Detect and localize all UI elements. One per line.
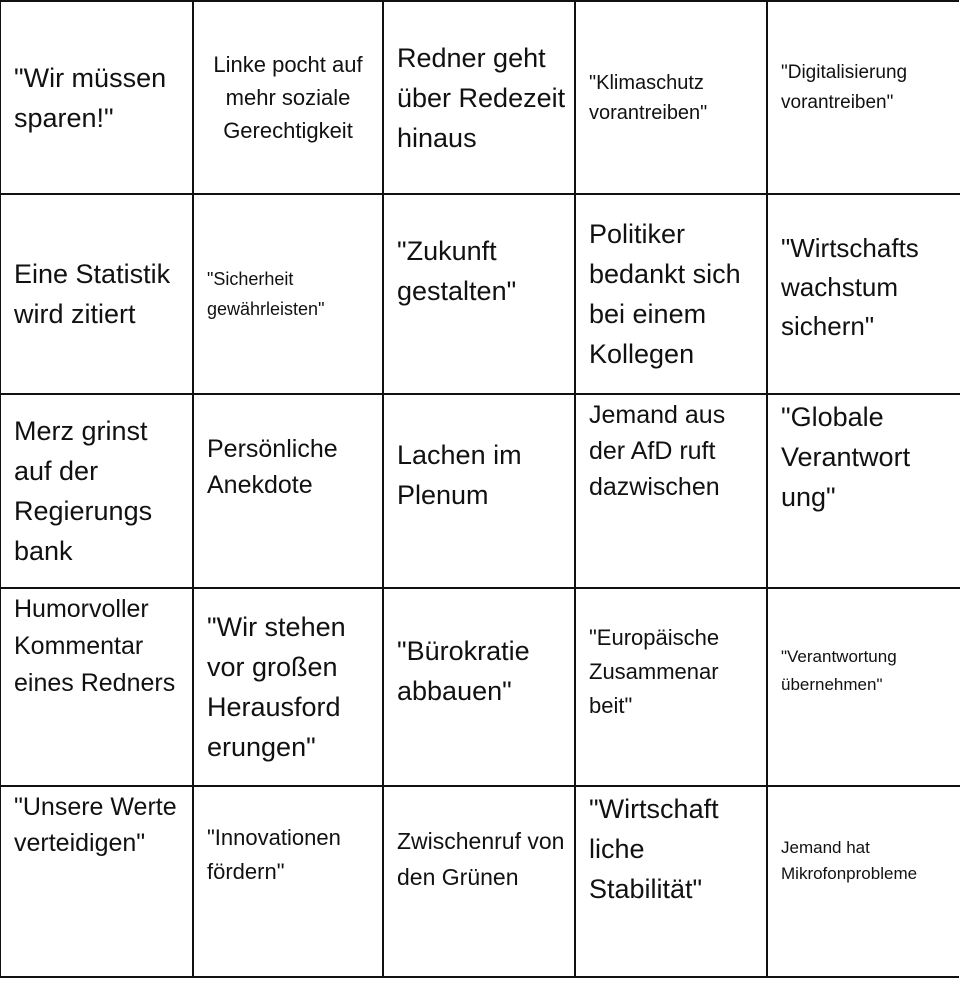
bingo-cell[interactable] — [1, 395, 194, 589]
bingo-cell[interactable] — [1, 2, 194, 195]
bingo-cell-text: Politiker bedankt sich bei einem Kollegen — [589, 219, 741, 369]
bingo-cell-text: "Zukunft gestalten" — [397, 236, 517, 306]
bingo-cell[interactable] — [576, 2, 768, 195]
bingo-cell-text: Lachen im Plenum — [397, 440, 522, 510]
bingo-cell-text: "Digitalisierung vorantreiben" — [781, 62, 908, 113]
bingo-cell-text: "Wirtschafts wachstum sichern" — [781, 233, 919, 341]
bingo-cell-text: "Wir stehen vor großen Herausford erungen" — [207, 612, 346, 762]
bingo-cell-text: Humorvoller Kommentar eines Redners — [14, 595, 176, 697]
bingo-cell[interactable] — [768, 589, 960, 787]
bingo-cell-text: "Innovationen fördern" — [207, 825, 341, 884]
bingo-cell[interactable] — [1, 787, 194, 978]
bingo-cell[interactable] — [576, 195, 768, 395]
bingo-cell-text: Merz grinst auf der Regierungs bank — [14, 416, 153, 566]
bingo-cell[interactable] — [384, 589, 576, 787]
bingo-cell-text: "Europäische Zusammenar beit" — [589, 625, 720, 718]
bingo-cell-text: Persönliche Anekdote — [207, 435, 338, 499]
bingo-cell[interactable] — [384, 395, 576, 589]
bingo-cell[interactable] — [768, 195, 960, 395]
bingo-cell[interactable] — [768, 395, 960, 589]
bingo-cell[interactable] — [768, 787, 960, 978]
bingo-cell[interactable] — [384, 787, 576, 978]
bingo-cell-text: "Verantwortung übernehmen" — [781, 647, 897, 694]
bingo-cell[interactable] — [194, 2, 384, 195]
bingo-cell-text: Linke pocht auf mehr soziale Gerechtigkeit — [213, 52, 363, 143]
bingo-cell[interactable] — [1, 589, 194, 787]
bingo-cell[interactable] — [384, 2, 576, 195]
bingo-cell[interactable] — [194, 195, 384, 395]
bingo-cell-text: "Sicherheit gewährleisten" — [207, 269, 325, 319]
bingo-cell[interactable] — [194, 395, 384, 589]
bingo-cell-text: "Klimaschutz vorantreiben" — [589, 71, 708, 124]
bingo-cell[interactable] — [384, 195, 576, 395]
bingo-cell-text: "Bürokratie abbauen" — [397, 636, 530, 706]
bingo-cell-text: Jemand hat Mikrofonprobleme — [781, 838, 918, 883]
bingo-cell-text: "Wir müssen sparen!" — [14, 62, 167, 133]
bingo-cell-text: Jemand aus der AfD ruft dazwischen — [589, 401, 726, 501]
bingo-cell[interactable] — [1, 195, 194, 395]
bingo-cell[interactable] — [576, 787, 768, 978]
bingo-cell-text: Redner geht über Redezeit hinaus — [397, 42, 566, 153]
bingo-cell[interactable] — [576, 395, 768, 589]
bingo-cell[interactable] — [768, 2, 960, 195]
bingo-cell[interactable] — [194, 589, 384, 787]
bingo-cell-text: "Unsere Werte verteidigen" — [14, 793, 177, 857]
bingo-cell-text: "Globale Verantwort ung" — [781, 402, 911, 512]
bingo-cell[interactable] — [194, 787, 384, 978]
bingo-cell-text: "Wirtschaft liche Stabilität" — [589, 794, 719, 904]
bingo-cell-text: Zwischenruf von den Grünen — [397, 828, 565, 890]
bingo-cell-text: Eine Statistik wird zitiert — [14, 259, 171, 329]
bingo-cell[interactable] — [576, 589, 768, 787]
